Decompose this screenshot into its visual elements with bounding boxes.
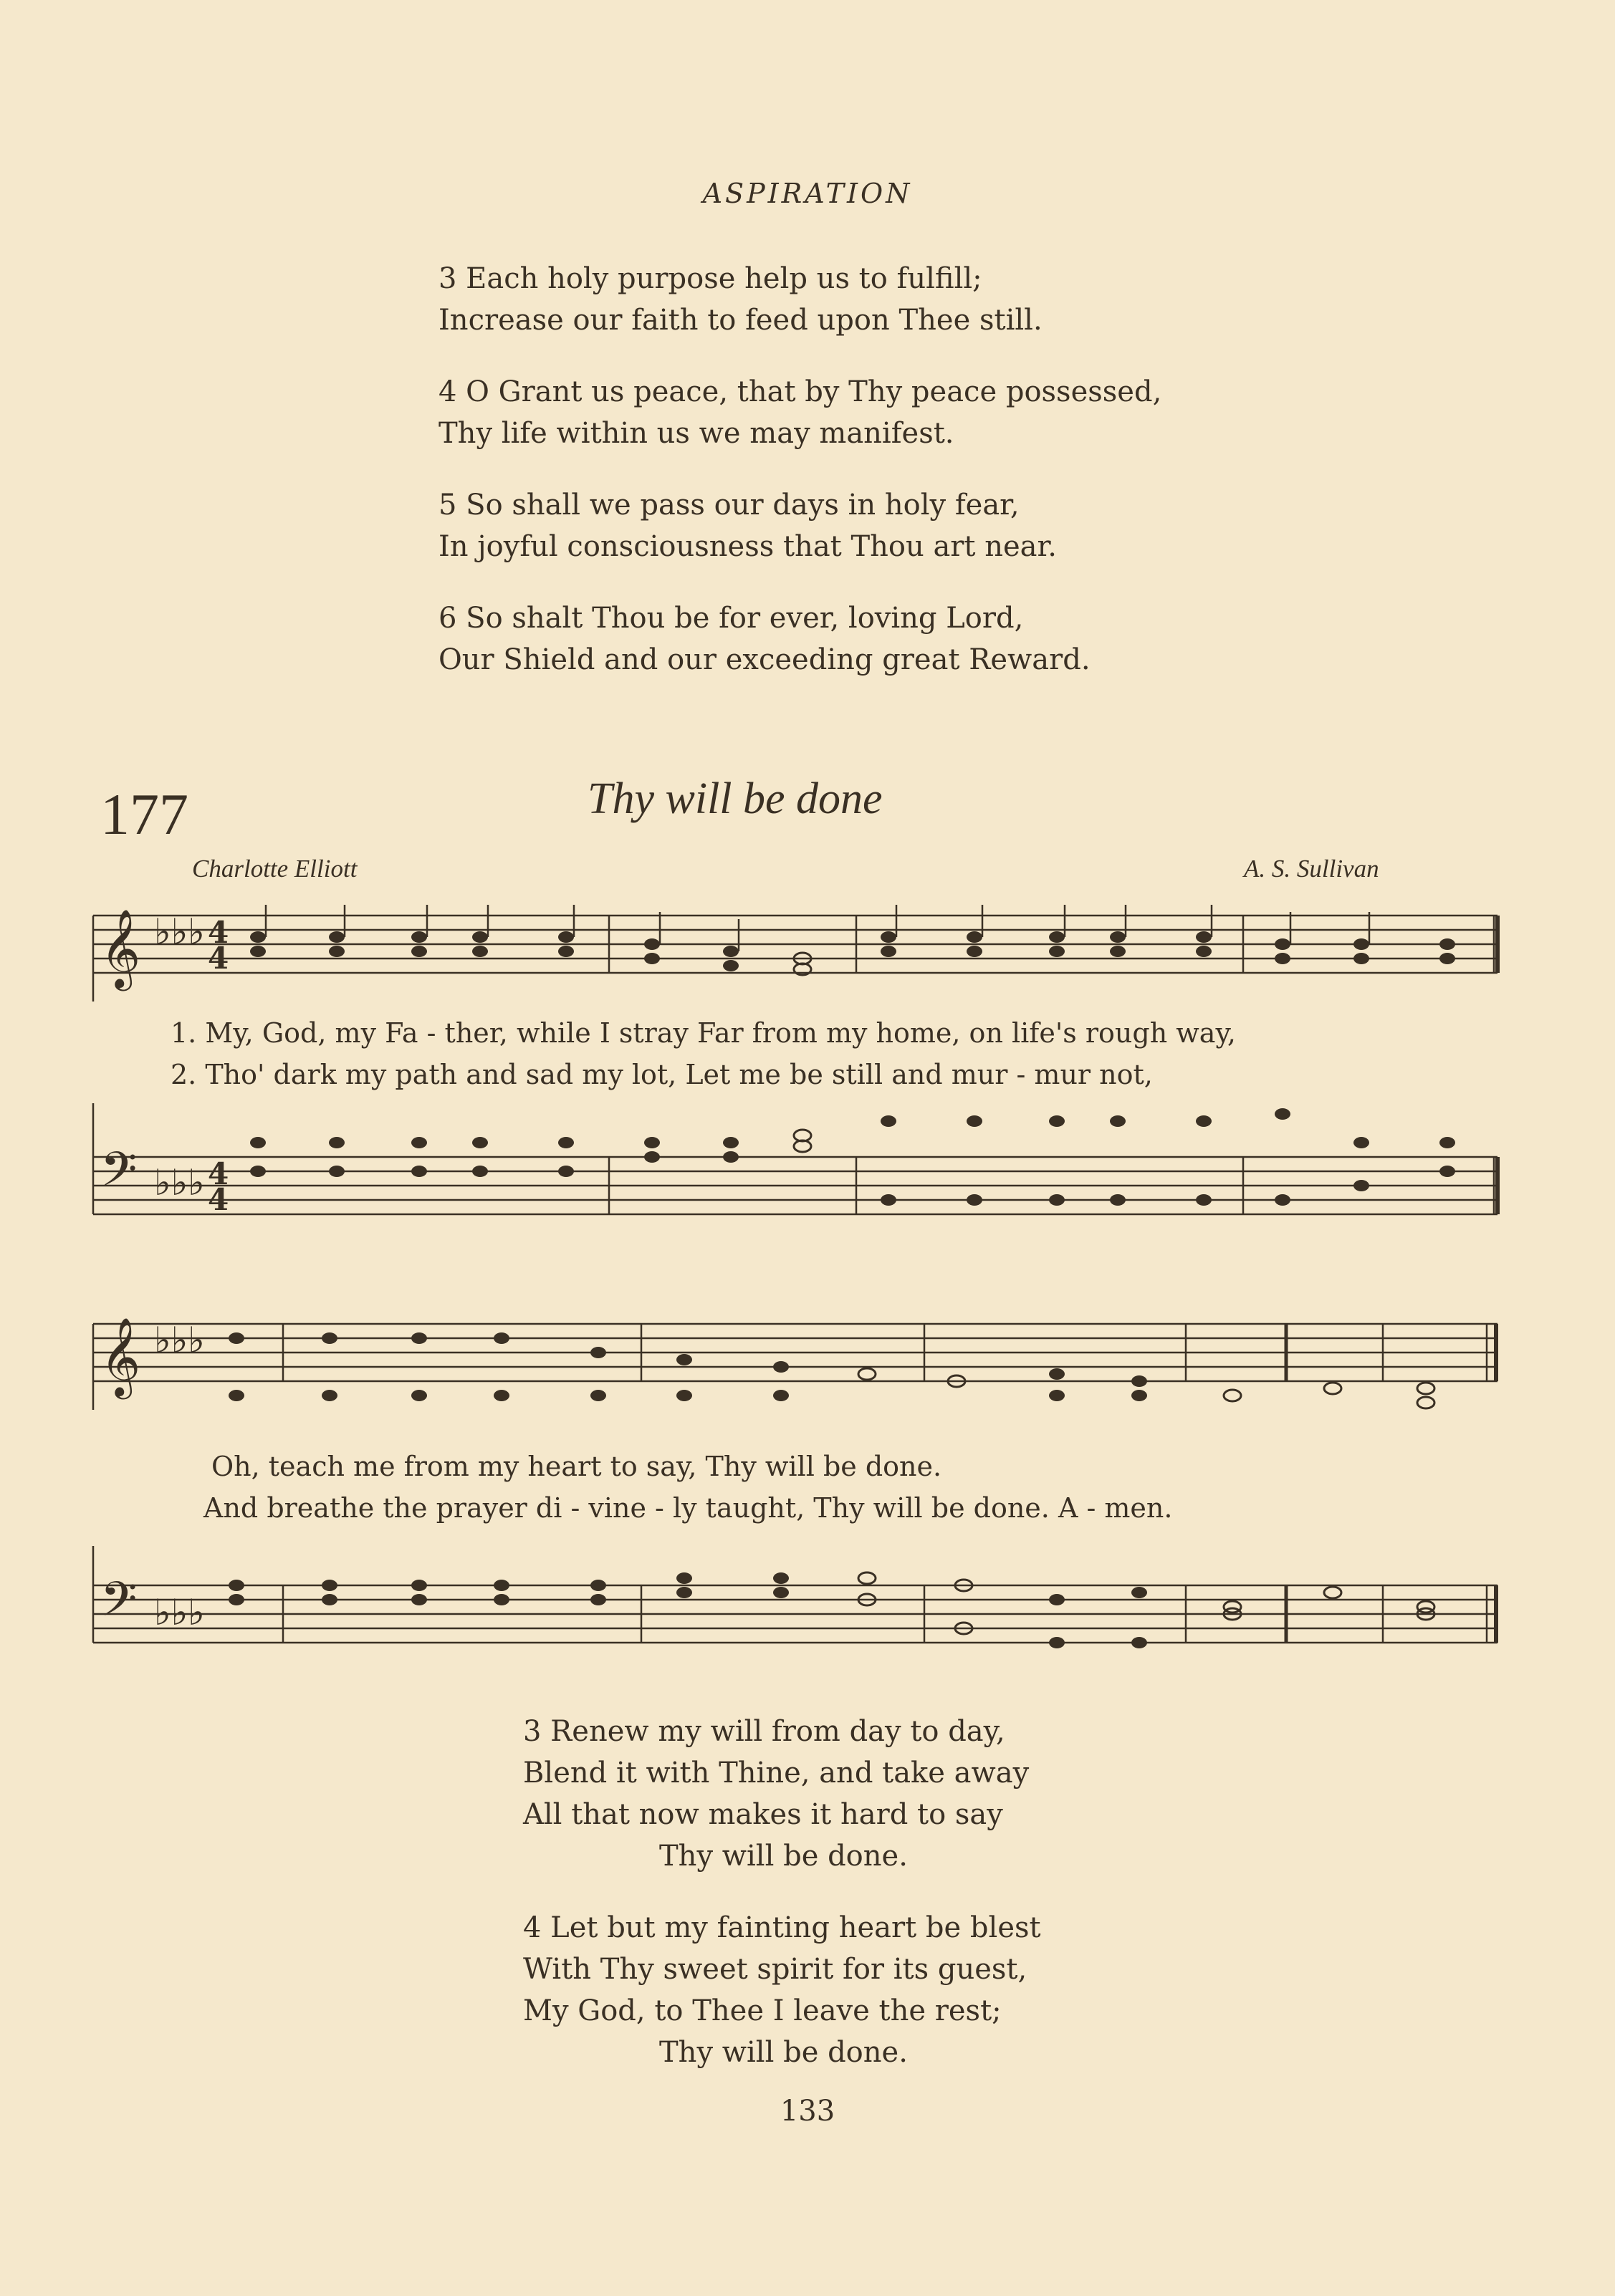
running-head: ASPIRATION — [702, 178, 913, 209]
system-2-lyrics-verse-1: Oh, teach me from my heart to say, Thy will be done. — [211, 1451, 942, 1482]
verse-line: Blend it with Thine, and take away — [523, 1757, 1030, 1790]
system-2-bass-staff — [0, 1546, 1615, 1675]
system-1-lyrics-verse-1: 1. My, God, my Fa - ther, while I stray Far from my home, on life's rough way, — [171, 1017, 1236, 1049]
system-1-bass-staff — [0, 1103, 1615, 1247]
verse-line: 4 O Grant us peace, that by Thy peace possessed, — [439, 375, 1162, 408]
verse-line: 4 Let but my fainting heart be blest — [523, 1911, 1041, 1944]
svg-text:4: 4 — [208, 941, 229, 976]
hymn-composer: A. S. Sullivan — [1244, 855, 1379, 883]
page-number: 133 — [780, 2095, 835, 2128]
svg-text:𝄢: 𝄢 — [100, 1142, 138, 1209]
verse-line: 5 So shall we pass our days in holy fear, — [439, 489, 1020, 522]
top-verse-4 — [439, 371, 1161, 454]
svg-text:4: 4 — [208, 1182, 229, 1217]
svg-text:♭♭♭: ♭♭♭ — [154, 1162, 205, 1204]
svg-text:♭♭♭: ♭♭♭ — [154, 1320, 205, 1361]
verse-line: Thy life within us we may manifest. — [439, 417, 954, 450]
svg-text:♭♭♭: ♭♭♭ — [154, 1592, 205, 1633]
verse-line: In joyful consciousness that Thou art near. — [439, 530, 1057, 563]
system-1-treble-staff — [0, 894, 1615, 1002]
svg-text:4: 4 — [208, 1156, 229, 1191]
verse-line: 3 Each holy purpose help us to fulfill; — [439, 262, 982, 295]
hymn-author: Charlotte Elliott — [192, 855, 358, 883]
verse-line: 3 Renew my will from day to day, — [523, 1715, 1005, 1748]
svg-text:♭♭♭: ♭♭♭ — [154, 911, 205, 953]
verse-line: Our Shield and our exceeding great Reward. — [439, 643, 1091, 676]
hymn-number: 177 — [100, 782, 188, 847]
verse-line: All that now makes it hard to say — [523, 1798, 1003, 1831]
top-verse-5 — [439, 484, 1057, 567]
system-1-lyrics-verse-2: 2. Tho' dark my path and sad my lot, Let me be still and mur - mur not, — [171, 1059, 1153, 1090]
svg-text:4: 4 — [208, 915, 229, 950]
hymn-title: Thy will be done — [588, 774, 883, 823]
bottom-verse-4 — [523, 1907, 1041, 2073]
svg-text:𝄢: 𝄢 — [100, 1572, 138, 1638]
system-2-treble-staff — [0, 1302, 1615, 1410]
system-2-lyrics-verse-2: And breathe the prayer di - vine - ly taught, Thy will be done. A - men. — [203, 1492, 1173, 1524]
verse-line-refrain: Thy will be done. — [659, 1840, 908, 1873]
verse-line: My God, to Thee I leave the rest; — [523, 1994, 1002, 2027]
top-verse-3 — [439, 258, 1043, 341]
verse-line-refrain: Thy will be done. — [659, 2036, 908, 2069]
bottom-verse-3 — [523, 1711, 1029, 1877]
verse-line: 6 So shalt Thou be for ever, loving Lord, — [439, 602, 1024, 635]
verse-line: Increase our faith to feed upon Thee still. — [439, 304, 1043, 337]
verse-line: With Thy sweet spirit for its guest, — [523, 1953, 1027, 1986]
top-verse-6 — [439, 597, 1091, 681]
svg-text:𝄞: 𝄞 — [100, 909, 141, 988]
svg-text:𝄞: 𝄞 — [100, 1317, 141, 1396]
